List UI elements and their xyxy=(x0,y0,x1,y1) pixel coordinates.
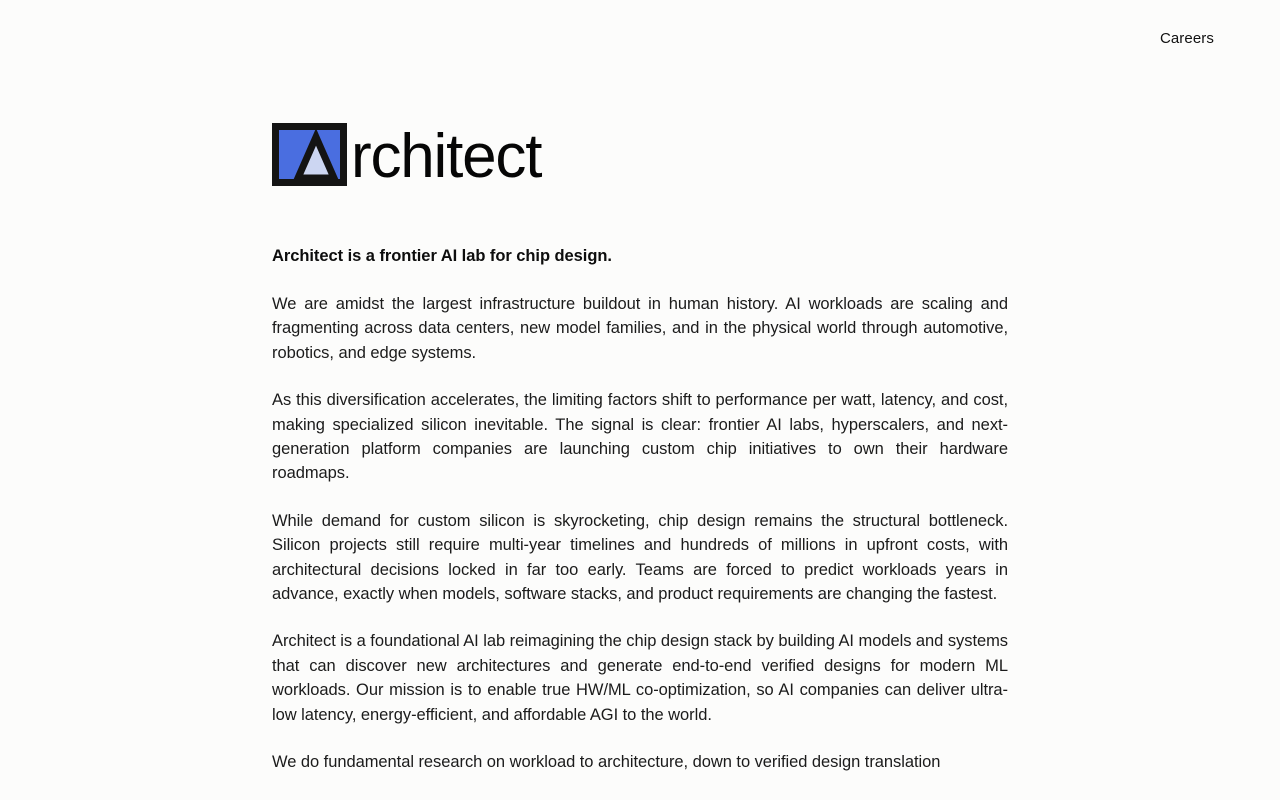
body-paragraph: We do fundamental research on workload to architecture, down to verified design translation xyxy=(272,753,941,772)
body-paragraph: Architect is a foundational AI lab reimagining the chip design stack by building AI models and systems that can discover new architectures and generate end-to-end verified designs for modern ML workloads. Our mission is to enable true HW/ML co-optimization, so AI companies can deliver ultra-low latency, energy-efficient, and affordable AGI to the world. xyxy=(272,632,1008,724)
brand-wordmark[interactable] xyxy=(272,121,1008,191)
body-paragraph: While demand for custom silicon is skyrocketing, chip design remains the structural bottleneck. Silicon projects still require multi-year timelines and hundreds of millions in upfront costs, with architectural decisions locked in far too early. Teams are forced to predict workloads years in advance, exactly when models, software stacks, and product requirements are changing the fastest. xyxy=(272,511,1008,604)
brand-wordmark-text: rchitect xyxy=(351,121,542,191)
body-paragraph: As this diversification accelerates, the limiting factors shift to performance per watt, latency, and cost, making specialized silicon inevitable. The signal is clear: frontier AI labs, hyperscalers, and next-generation platform companies are launching custom chip initiatives to own their hardware roadmaps. xyxy=(272,391,1008,483)
nav-link-careers[interactable]: Careers xyxy=(1159,29,1214,47)
body-paragraph: We are amidst the largest infrastructure buildout in human history. AI workloads are scaling and fragmenting across data centers, new model families, and in the physical world through automotive, robotics, and edge systems. xyxy=(272,295,1008,362)
architect-logo-icon xyxy=(272,123,347,186)
page-content xyxy=(272,0,1008,791)
page-tagline: Architect is a frontier AI lab for chip design. xyxy=(272,247,612,265)
